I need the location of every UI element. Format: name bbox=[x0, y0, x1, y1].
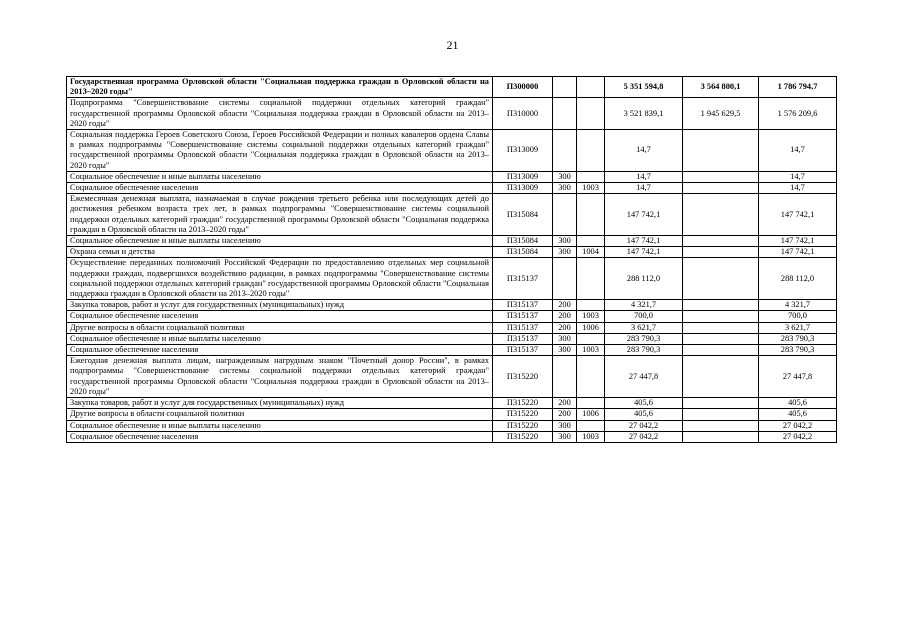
table-row bbox=[67, 345, 837, 356]
row-amount-federal-cell bbox=[683, 420, 759, 431]
row-expense-type-cell: 200 bbox=[553, 311, 577, 322]
row-section-cell bbox=[577, 77, 605, 98]
table-row bbox=[67, 356, 837, 398]
row-amount-total-cell: 288 112,0 bbox=[605, 258, 683, 300]
row-section-cell bbox=[577, 300, 605, 311]
row-section-cell bbox=[577, 236, 605, 247]
row-amount-regional-cell: 27 042,2 bbox=[759, 431, 837, 442]
row-amount-regional-cell: 27 042,2 bbox=[759, 420, 837, 431]
row-amount-federal-cell bbox=[683, 333, 759, 344]
row-section-cell: 1003 bbox=[577, 431, 605, 442]
row-code-cell: П315220 bbox=[493, 409, 553, 420]
row-amount-regional-cell: 1 576 209,6 bbox=[759, 98, 837, 130]
row-code-cell: П315137 bbox=[493, 311, 553, 322]
row-expense-type-cell bbox=[553, 130, 577, 172]
row-section-cell: 1004 bbox=[577, 247, 605, 258]
row-amount-total-cell: 27 042,2 bbox=[605, 420, 683, 431]
row-amount-regional-cell: 283 790,3 bbox=[759, 345, 837, 356]
table-row bbox=[67, 311, 837, 322]
row-amount-federal-cell bbox=[683, 322, 759, 333]
row-amount-total-cell: 3 521 839,1 bbox=[605, 98, 683, 130]
row-name-cell: Осуществление переданных полномочий Российской Федерации по предоставлению отдельных мер социальной поддержки граждан, подвергшихся воздействию радиации, в рамках подпрограммы "Совершенствование системы социальной поддержки отдельных категорий граждан" государственной программы Орловской области "Социальная поддержка граждан в Орловской области на 2013–2020 годы" bbox=[67, 258, 493, 300]
table-row bbox=[67, 194, 837, 236]
row-amount-regional-cell: 700,0 bbox=[759, 311, 837, 322]
row-section-cell bbox=[577, 356, 605, 398]
row-section-cell bbox=[577, 130, 605, 172]
row-section-cell: 1003 bbox=[577, 183, 605, 194]
budget-table bbox=[66, 76, 837, 443]
row-code-cell: П315137 bbox=[493, 345, 553, 356]
row-amount-regional-cell: 147 742,1 bbox=[759, 247, 837, 258]
row-name-cell: Социальная поддержка Героев Советского Союза, Героев Российской Федерации и полных кавалеров ордена Славы в рамках подпрограммы "Совершенствование системы социальной поддержки отдельных категорий граждан" государственной программы Орловской области "Социальная поддержка граждан в Орловской области на 2013–2020 годы" bbox=[67, 130, 493, 172]
row-expense-type-cell bbox=[553, 356, 577, 398]
row-code-cell: П313009 bbox=[493, 171, 553, 182]
row-expense-type-cell bbox=[553, 258, 577, 300]
row-amount-total-cell: 405,6 bbox=[605, 398, 683, 409]
row-amount-total-cell: 27 447,8 bbox=[605, 356, 683, 398]
table-row bbox=[67, 398, 837, 409]
row-section-cell bbox=[577, 98, 605, 130]
row-amount-regional-cell: 27 447,8 bbox=[759, 356, 837, 398]
row-amount-regional-cell: 14,7 bbox=[759, 130, 837, 172]
row-section-cell: 1003 bbox=[577, 345, 605, 356]
table-row bbox=[67, 409, 837, 420]
row-expense-type-cell bbox=[553, 194, 577, 236]
row-expense-type-cell: 300 bbox=[553, 247, 577, 258]
row-expense-type-cell: 200 bbox=[553, 409, 577, 420]
row-expense-type-cell: 300 bbox=[553, 345, 577, 356]
table-row bbox=[67, 171, 837, 182]
row-amount-total-cell: 27 042,2 bbox=[605, 431, 683, 442]
table-row bbox=[67, 236, 837, 247]
row-amount-federal-cell bbox=[683, 409, 759, 420]
row-amount-total-cell: 700,0 bbox=[605, 311, 683, 322]
row-name-cell: Ежегодная денежная выплата лицам, награжденным нагрудным знаком "Почетный донор России", в рамках подпрограммы "Совершенствование системы социальной поддержки отдельных категорий граждан" государственной программы Орловской области "Социальная поддержка граждан в Орловской области на 2013–2020 годы" bbox=[67, 356, 493, 398]
row-amount-federal-cell bbox=[683, 171, 759, 182]
row-amount-total-cell: 147 742,1 bbox=[605, 194, 683, 236]
row-amount-regional-cell: 1 786 794,7 bbox=[759, 77, 837, 98]
row-amount-total-cell: 147 742,1 bbox=[605, 247, 683, 258]
row-amount-federal-cell: 3 564 800,1 bbox=[683, 77, 759, 98]
row-expense-type-cell: 300 bbox=[553, 333, 577, 344]
row-amount-total-cell: 4 321,7 bbox=[605, 300, 683, 311]
row-amount-federal-cell bbox=[683, 345, 759, 356]
row-amount-regional-cell: 405,6 bbox=[759, 398, 837, 409]
row-amount-total-cell: 3 621,7 bbox=[605, 322, 683, 333]
row-expense-type-cell: 200 bbox=[553, 300, 577, 311]
row-name-cell: Охрана семьи и детства bbox=[67, 247, 493, 258]
row-name-cell: Социальное обеспечение и иные выплаты населению bbox=[67, 333, 493, 344]
row-name-cell: Социальное обеспечение населения bbox=[67, 183, 493, 194]
row-amount-regional-cell: 3 621,7 bbox=[759, 322, 837, 333]
row-amount-total-cell: 14,7 bbox=[605, 130, 683, 172]
row-expense-type-cell: 200 bbox=[553, 398, 577, 409]
row-name-cell: Ежемесячная денежная выплата, назначаемая в случае рождения третьего ребенка или последующих детей до достижения ребенком возраста трех лет, в рамках подпрограммы "Совершенствование системы социальной поддержки отдельных категорий граждан" государственной программы Орловской области "Социальная поддержка граждан в Орловской области на 2013–2020 годы" bbox=[67, 194, 493, 236]
row-expense-type-cell: 300 bbox=[553, 236, 577, 247]
row-amount-federal-cell bbox=[683, 183, 759, 194]
table-row bbox=[67, 322, 837, 333]
row-code-cell: П315084 bbox=[493, 236, 553, 247]
row-code-cell: П313009 bbox=[493, 130, 553, 172]
row-amount-total-cell: 14,7 bbox=[605, 183, 683, 194]
row-name-cell: Социальное обеспечение и иные выплаты населению bbox=[67, 171, 493, 182]
row-amount-regional-cell: 4 321,7 bbox=[759, 300, 837, 311]
row-amount-federal-cell bbox=[683, 194, 759, 236]
row-amount-total-cell: 14,7 bbox=[605, 171, 683, 182]
table-row bbox=[67, 258, 837, 300]
row-code-cell: П313009 bbox=[493, 183, 553, 194]
row-amount-regional-cell: 147 742,1 bbox=[759, 236, 837, 247]
row-amount-regional-cell: 405,6 bbox=[759, 409, 837, 420]
row-name-cell: Закупка товаров, работ и услуг для государственных (муниципальных) нужд bbox=[67, 300, 493, 311]
row-section-cell bbox=[577, 194, 605, 236]
table-row bbox=[67, 300, 837, 311]
row-amount-federal-cell bbox=[683, 300, 759, 311]
row-amount-federal-cell bbox=[683, 311, 759, 322]
row-amount-regional-cell: 14,7 bbox=[759, 183, 837, 194]
row-name-cell: Государственная программа Орловской области "Социальная поддержка граждан в Орловской области на 2013–2020 годы" bbox=[67, 77, 493, 98]
table-row bbox=[67, 333, 837, 344]
row-amount-regional-cell: 288 112,0 bbox=[759, 258, 837, 300]
budget-table-body bbox=[67, 77, 837, 443]
row-section-cell bbox=[577, 171, 605, 182]
row-amount-federal-cell bbox=[683, 398, 759, 409]
table-row bbox=[67, 77, 837, 98]
row-code-cell: П315137 bbox=[493, 322, 553, 333]
row-amount-total-cell: 283 790,3 bbox=[605, 345, 683, 356]
table-row bbox=[67, 98, 837, 130]
row-section-cell: 1003 bbox=[577, 311, 605, 322]
row-code-cell: П315137 bbox=[493, 333, 553, 344]
row-code-cell: П315220 bbox=[493, 398, 553, 409]
row-amount-regional-cell: 147 742,1 bbox=[759, 194, 837, 236]
row-code-cell: П315084 bbox=[493, 194, 553, 236]
row-name-cell: Другие вопросы в области социальной политики bbox=[67, 322, 493, 333]
row-expense-type-cell: 300 bbox=[553, 183, 577, 194]
row-name-cell: Социальное обеспечение населения bbox=[67, 311, 493, 322]
row-expense-type-cell bbox=[553, 77, 577, 98]
row-name-cell: Подпрограмма "Совершенствование системы социальной поддержки отдельных категорий граждан" государственной программы Орловской области "Социальная поддержка граждан в Орловской области на 2013–2020 годы" bbox=[67, 98, 493, 130]
row-amount-total-cell: 5 351 594,8 bbox=[605, 77, 683, 98]
row-code-cell: П315220 bbox=[493, 420, 553, 431]
row-amount-total-cell: 283 790,3 bbox=[605, 333, 683, 344]
table-row bbox=[67, 420, 837, 431]
row-section-cell bbox=[577, 258, 605, 300]
row-amount-regional-cell: 283 790,3 bbox=[759, 333, 837, 344]
row-code-cell: П310000 bbox=[493, 98, 553, 130]
table-row bbox=[67, 247, 837, 258]
row-name-cell: Социальное обеспечение населения bbox=[67, 345, 493, 356]
row-amount-federal-cell bbox=[683, 431, 759, 442]
row-amount-federal-cell bbox=[683, 236, 759, 247]
row-code-cell: П300000 bbox=[493, 77, 553, 98]
row-amount-federal-cell bbox=[683, 356, 759, 398]
page-number: 21 bbox=[446, 38, 459, 52]
row-section-cell bbox=[577, 420, 605, 431]
table-row bbox=[67, 130, 837, 172]
row-code-cell: П315137 bbox=[493, 300, 553, 311]
row-amount-total-cell: 405,6 bbox=[605, 409, 683, 420]
row-expense-type-cell bbox=[553, 98, 577, 130]
row-amount-federal-cell: 1 945 629,5 bbox=[683, 98, 759, 130]
row-section-cell bbox=[577, 398, 605, 409]
row-section-cell: 1006 bbox=[577, 322, 605, 333]
row-name-cell: Социальное обеспечение и иные выплаты населению bbox=[67, 236, 493, 247]
row-expense-type-cell: 300 bbox=[553, 420, 577, 431]
row-name-cell: Другие вопросы в области социальной политики bbox=[67, 409, 493, 420]
row-code-cell: П315137 bbox=[493, 258, 553, 300]
row-amount-federal-cell bbox=[683, 247, 759, 258]
table-row bbox=[67, 431, 837, 442]
row-code-cell: П315220 bbox=[493, 356, 553, 398]
row-expense-type-cell: 200 bbox=[553, 322, 577, 333]
row-section-cell: 1006 bbox=[577, 409, 605, 420]
row-name-cell: Социальное обеспечение и иные выплаты населению bbox=[67, 420, 493, 431]
row-amount-total-cell: 147 742,1 bbox=[605, 236, 683, 247]
row-expense-type-cell: 300 bbox=[553, 431, 577, 442]
row-section-cell bbox=[577, 333, 605, 344]
row-name-cell: Закупка товаров, работ и услуг для государственных (муниципальных) нужд bbox=[67, 398, 493, 409]
row-amount-regional-cell: 14,7 bbox=[759, 171, 837, 182]
row-amount-federal-cell bbox=[683, 258, 759, 300]
row-code-cell: П315084 bbox=[493, 247, 553, 258]
row-expense-type-cell: 300 bbox=[553, 171, 577, 182]
row-name-cell: Социальное обеспечение населения bbox=[67, 431, 493, 442]
row-amount-federal-cell bbox=[683, 130, 759, 172]
table-row bbox=[67, 183, 837, 194]
row-code-cell: П315220 bbox=[493, 431, 553, 442]
